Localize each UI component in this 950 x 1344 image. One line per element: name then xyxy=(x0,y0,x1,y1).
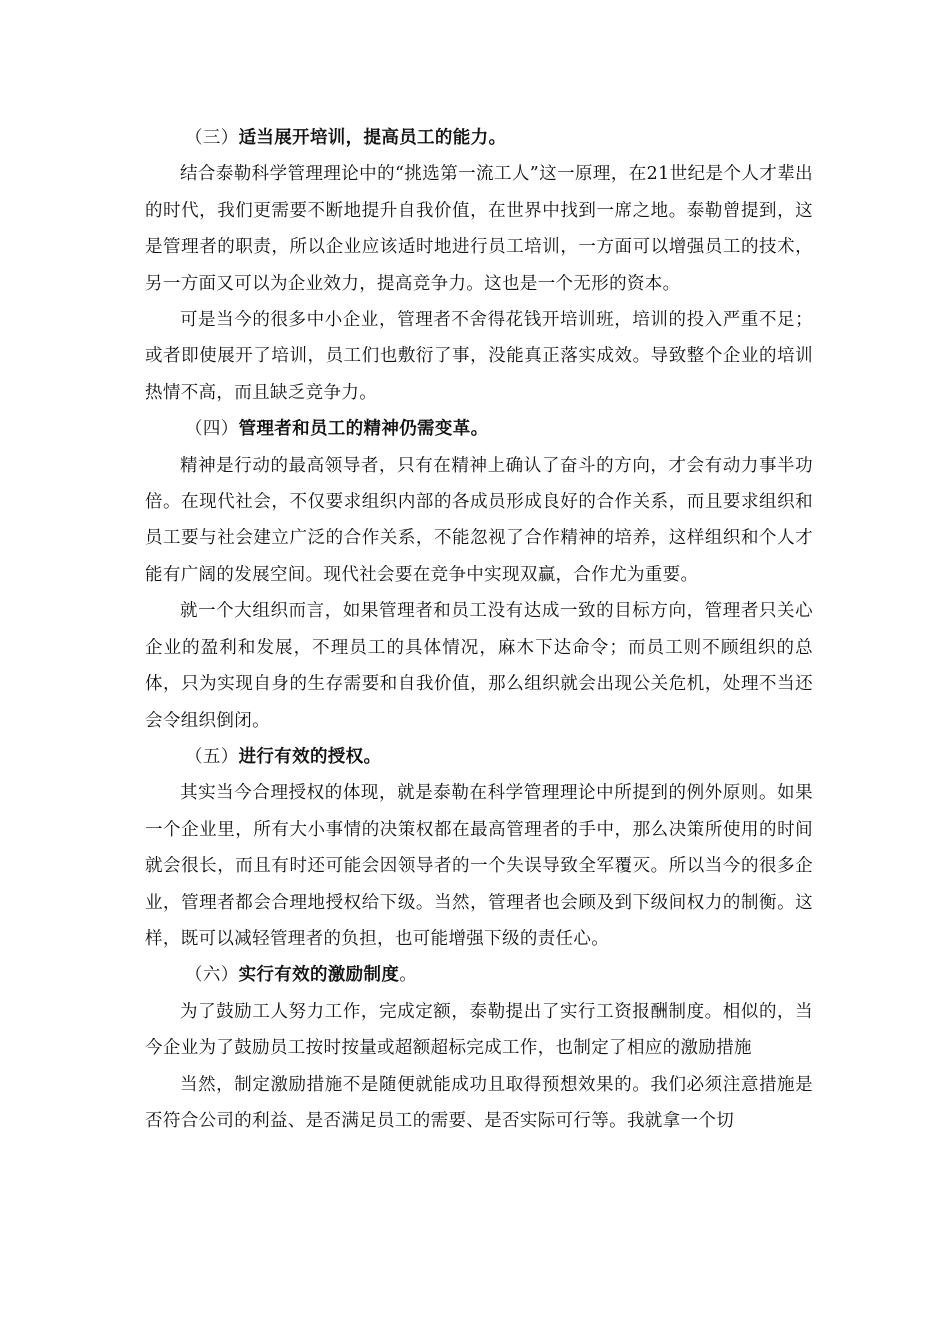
paragraph: 其实当今合理授权的体现，就是泰勒在科学管理理论中所提到的例外原则。如果一个企业里，所有大小事情的决策权都在最高管理者的手中，那么决策所使用的时间就会很长，而且有时还可能会因领导者的一个失误导致全军覆灭。所以当今的很多企业，管理者都会合理地授权给下级。当然，管理者也会顾及到下级间权力的制衡。这样，既可以减轻管理者的负担，也可能增强下级的责任心。 xyxy=(145,783,813,949)
paragraph: 结合泰勒科学管理理论中的“挑选第一流工人”这一原理，在21世纪是个人才辈出的时代，我们更需要不断地提升自我价值，在世界中找到一席之地。泰勒曾提到，这是管理者的职责，所以企业应该适时地进行员工培训，一方面可以增强员工的技术，另一方面又可以为企业效力，提高竞争力。这也是一个无形的资本。 xyxy=(145,164,813,294)
paragraph: 可是当今的很多中小企业，管理者不舍得花钱开培训班，培训的投入严重不足；或者即使展开了培训，员工们也敷衍了事，没能真正落实成效。导致整个企业的培训热情不高，而且缺乏竞争力。 xyxy=(145,310,813,403)
section-number: （六） xyxy=(185,965,239,986)
section-heading-6 xyxy=(145,957,813,993)
paragraph: 为了鼓励工人努力工作，完成定额，泰勒提出了实行工资报酬制度。相似的，当今企业为了鼓励员工按时按量或超额超标完成工作，也制定了相应的激励措施 xyxy=(145,1001,813,1059)
section-heading-5 xyxy=(145,739,813,775)
section-title: 管理者和员工的精神仍需变革。 xyxy=(238,419,489,440)
paragraph: 当然，制定激励措施不是随便就能成功且取得预想效果的。我们必须注意措施是否符合公司的利益、是否满足员工的需要、是否实际可行等。我就拿一个切 xyxy=(145,1074,813,1131)
section-number: （三） xyxy=(185,128,239,148)
section-title-tail: 。 xyxy=(399,965,418,986)
section-title: 适当展开培训，提高员工的能力。 xyxy=(238,128,507,148)
paragraph: 就一个大组织而言，如果管理者和员工没有达成一致的目标方向，管理者只关心企业的盈利和发展，不理员工的具体情况，麻木下达命令；而员工则不顾组织的总体，只为实现自身的生存需要和自我价值，那么组织就会出现公关危机，处理不当还会令组织倒闭。 xyxy=(145,601,813,731)
section-heading-3 xyxy=(145,120,813,156)
section-title: 实行有效的激励制度 xyxy=(238,965,400,986)
document-body xyxy=(145,120,813,1139)
section-heading-4 xyxy=(145,411,813,447)
section-number: （四） xyxy=(185,419,239,440)
section-title: 进行有效的授权。 xyxy=(238,746,382,767)
section-number: （五） xyxy=(185,746,239,767)
paragraph: 精神是行动的最高领导者，只有在精神上确认了奋斗的方向，才会有动力事半功倍。在现代社会，不仅要求组织内部的各成员形成良好的合作关系，而且要求组织和员工要与社会建立广泛的合作关系，不能忽视了合作精神的培养，这样组织和个人才能有广阔的发展空间。现代社会要在竞争中实现双赢，合作尤为重要。 xyxy=(145,455,813,585)
